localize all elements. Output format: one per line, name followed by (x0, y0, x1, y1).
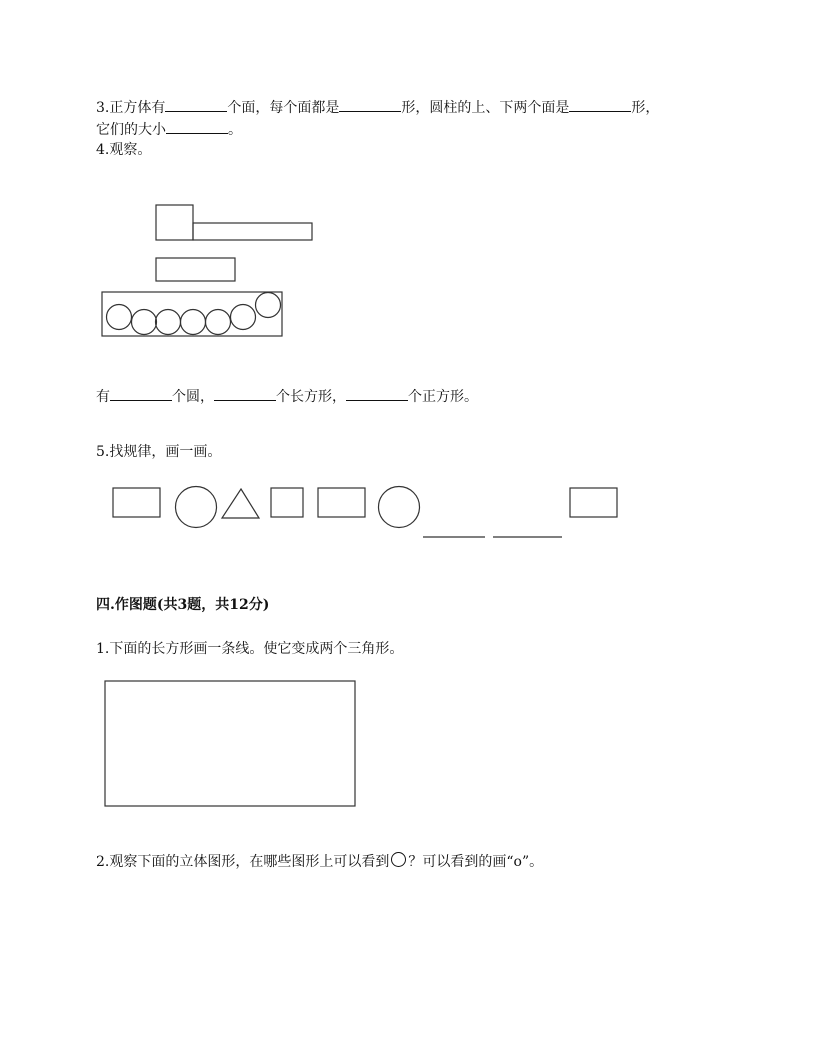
q3-text-d: 形， (631, 100, 660, 116)
q5-title: 5.找规律，画一画。 (96, 444, 222, 460)
draw2-text-a: 2.观察下面的立体图形，在哪些图形上可以看到 (96, 854, 390, 870)
tank-figure (102, 205, 312, 336)
q4-title: 4.观察。 (96, 142, 152, 158)
q3-text-a: 正方体有 (109, 100, 166, 116)
q3-text-c: 形，圆柱的上、下两个面是 (401, 100, 570, 116)
draw2-text-b: ？可以看到的画“o”。 (408, 854, 544, 870)
q4-answer-b: 个圆， (172, 389, 214, 405)
tank-body-rectangle (156, 258, 235, 281)
q4-answer-line (96, 386, 478, 406)
tank-wheel-circle (132, 310, 157, 335)
section-heading: 四.作图题(共3题，共12分) (96, 597, 270, 613)
q3-number: 3. (96, 100, 110, 116)
q4-answer-d: 个正方形。 (408, 389, 478, 405)
draw2-line (96, 852, 543, 871)
tank-wheel-circle (206, 310, 231, 335)
pattern-circle (379, 487, 420, 528)
pattern-circle (176, 487, 217, 528)
pattern-rectangle (570, 488, 617, 517)
tank-wheel-circle (107, 305, 132, 330)
q3-text-e: 它们的大小 (96, 122, 166, 138)
tank-wheel-circle (256, 293, 281, 318)
q4-blank-circles[interactable] (110, 386, 172, 401)
tank-wheel-circle (156, 310, 181, 335)
pattern-square (271, 488, 303, 517)
q3-text-f: 。 (228, 122, 242, 138)
pattern-rectangle (113, 488, 160, 517)
pattern-triangle (222, 489, 259, 518)
q4-answer-a: 有 (96, 389, 110, 405)
q4-blank-rectangles[interactable] (214, 386, 276, 401)
q4-blank-squares[interactable] (346, 386, 408, 401)
draw1-text: 1.下面的长方形画一条线。使它变成两个三角形。 (96, 641, 404, 657)
pattern-rectangle (318, 488, 365, 517)
tank-wheel-circle (181, 310, 206, 335)
tank-barrel-rectangle (193, 223, 312, 240)
q3-text-b: 个面，每个面都是 (227, 100, 340, 116)
tank-wheel-circle (231, 305, 256, 330)
q4-answer-c: 个长方形， (276, 389, 346, 405)
pattern-row (113, 487, 617, 538)
draw-rectangle[interactable] (105, 681, 355, 806)
circle-icon (391, 852, 406, 867)
tank-turret-square (156, 205, 193, 240)
